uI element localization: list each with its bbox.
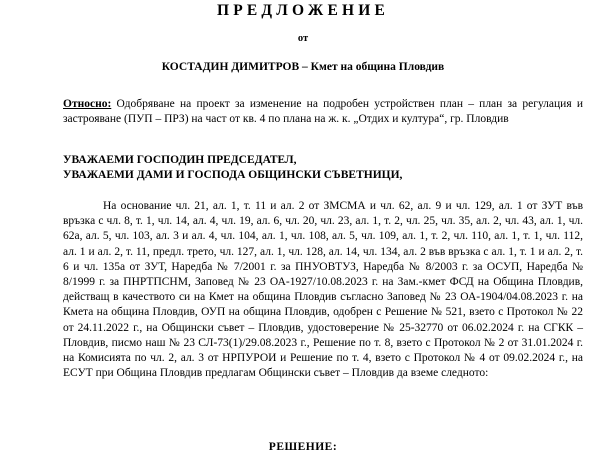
greeting xyxy=(63,153,583,182)
subject-text: Одобряване на проект за изменение на подробен устройствен план – план за регулация и застрояване (ПУП – ПРЗ) на част от кв. 4 по плана на ж. к. „Отдих и култура“, гр. Пловдив xyxy=(63,98,583,125)
greeting-line-councillors: УВАЖАЕМИ ДАМИ И ГОСПОДА ОБЩИНСКИ СЪВЕТНИЦИ, xyxy=(63,168,403,181)
author-line: КОСТАДИН ДИМИТРОВ – Кмет на община Пловдив xyxy=(161,61,445,73)
subject-paragraph xyxy=(63,97,583,126)
greeting-line-chairman: УВАЖАЕМИ ГОСПОДИН ПРЕДСЕДАТЕЛ, xyxy=(63,154,297,166)
document-title: ПРЕДЛОЖЕНИЕ xyxy=(216,2,390,19)
decision-heading: РЕШЕНИЕ: xyxy=(268,441,338,453)
body-paragraph: На основание чл. 21, ал. 1, т. 11 и ал. 2 от ЗМСМА и чл. 62, ал. 9 и чл. 129, ал. 1 от ЗУТ във връзка с чл. 8, т. 1, чл. 14, ал. 4, чл. 19, ал. 6, чл. 20, чл. 23, ал. 1, т. 2, чл. 25, чл. 35, ал. 2, чл. 43, ал. 1, чл. 62а, ал. 5, чл. 103, ал. 3 и ал. 4, чл. 104, ал. 1, чл. 108, ал. 5, чл. 109, ал. 1, т. 2, чл. 110, ал. 1, т. 1, чл. 112, ал. 1 и ал. 2, т. 11, предл. трето, чл. 127, ал. 1, чл. 128, ал. 14, чл. 134, ал. 2 във връзка с ал. 1, т. 1 и ал. 2, т. 6 и чл. 135а от ЗУТ, Наредба № 7/2001 г. за ПНУОВТУЗ, Наредба № 8/2003 г. за ОСУП, Наредба № 8/1999 г. за ПНРТПСНМ, Заповед № 23 ОА-1927/10.08.2023 г. на Зам.-кмет ФСД на Община Пловдив, действащ в качеството си на Кмет на община Пловдив съгласно Заповед № 23 ОА-1904/04.08.2023 г. на Кмета на община Пловдив, ОУП на община Пловдив, одобрен с Решение № 521, взето с Протокол № 22 от 24.11.2022 г., на Общински съвет – Пловдив, удостоверение № 25-32770 от 06.02.2024 г. на СГКК – Пловдив, писмо наш № 23 СЛ-73(1)/29.08.2023 г., Решение по т. 8, взето с Протокол № 2 от 31.01.2024 г. на Комисията по чл. 2, ал. 3 от НРПУРОИ и Решение по т. 4, взето с Протокол № 4 от 09.02.2024 г., на ЕСУТ при Община Пловдив предлагам Общински съвет – Пловдив да вземе следното: xyxy=(63,200,583,380)
from-label: от xyxy=(297,33,309,44)
subject-label: Относно: xyxy=(63,98,112,110)
